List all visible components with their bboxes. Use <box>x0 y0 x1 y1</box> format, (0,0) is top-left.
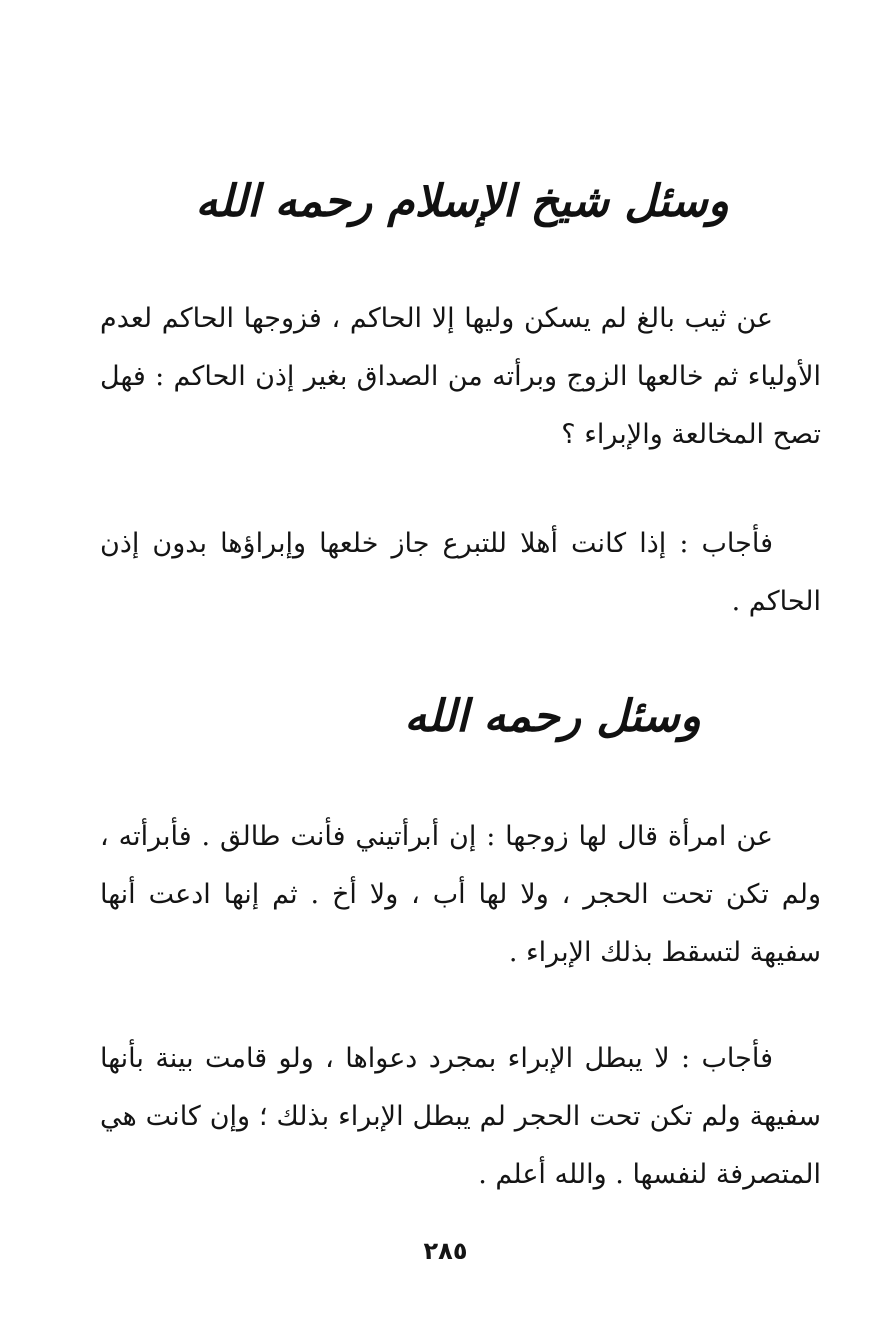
question-text: عن ثيب بالغ لم يسكن وليها إلا الحاكم ، فزوجها الحاكم لعدم الأولياء ثم خالعها الزوج وبرأته من الصداق بغير إذن الحاكم : فهل تصح المخالعة والإبراء ؟ <box>100 303 821 450</box>
question-text: عن امرأة قال لها زوجها : إن أبرأتيني فأنت طالق . فأبرأته ، ولم تكن تحت الحجر ، ولا لها أب ، ولا أخ . ثم إنها ادعت أنها سفيهة لتسقط بذلك الإبراء . <box>100 821 821 968</box>
question-paragraph <box>100 290 821 464</box>
answer-paragraph <box>100 515 821 631</box>
answer-text: فأجاب : لا يبطل الإبراء بمجرد دعواها ، ولو قامت بينة بأنها سفيهة ولم تكن تحت الحجر لم يبطل الإبراء بذلك ؛ وإن كانت هي المتصرفة لنفسها . والله أعلم . <box>100 1043 821 1190</box>
page-number: ٢٨٥ <box>423 1237 468 1265</box>
section-heading: وسئل شيخ الإسلام رحمه الله <box>195 176 729 227</box>
section-heading: وسئل رحمه الله <box>404 691 701 742</box>
answer-paragraph <box>100 1030 821 1204</box>
answer-text: فأجاب : إذا كانت أهلا للتبرع جاز خلعها وإبراؤها بدون إذن الحاكم . <box>100 528 821 617</box>
question-paragraph <box>100 808 821 982</box>
